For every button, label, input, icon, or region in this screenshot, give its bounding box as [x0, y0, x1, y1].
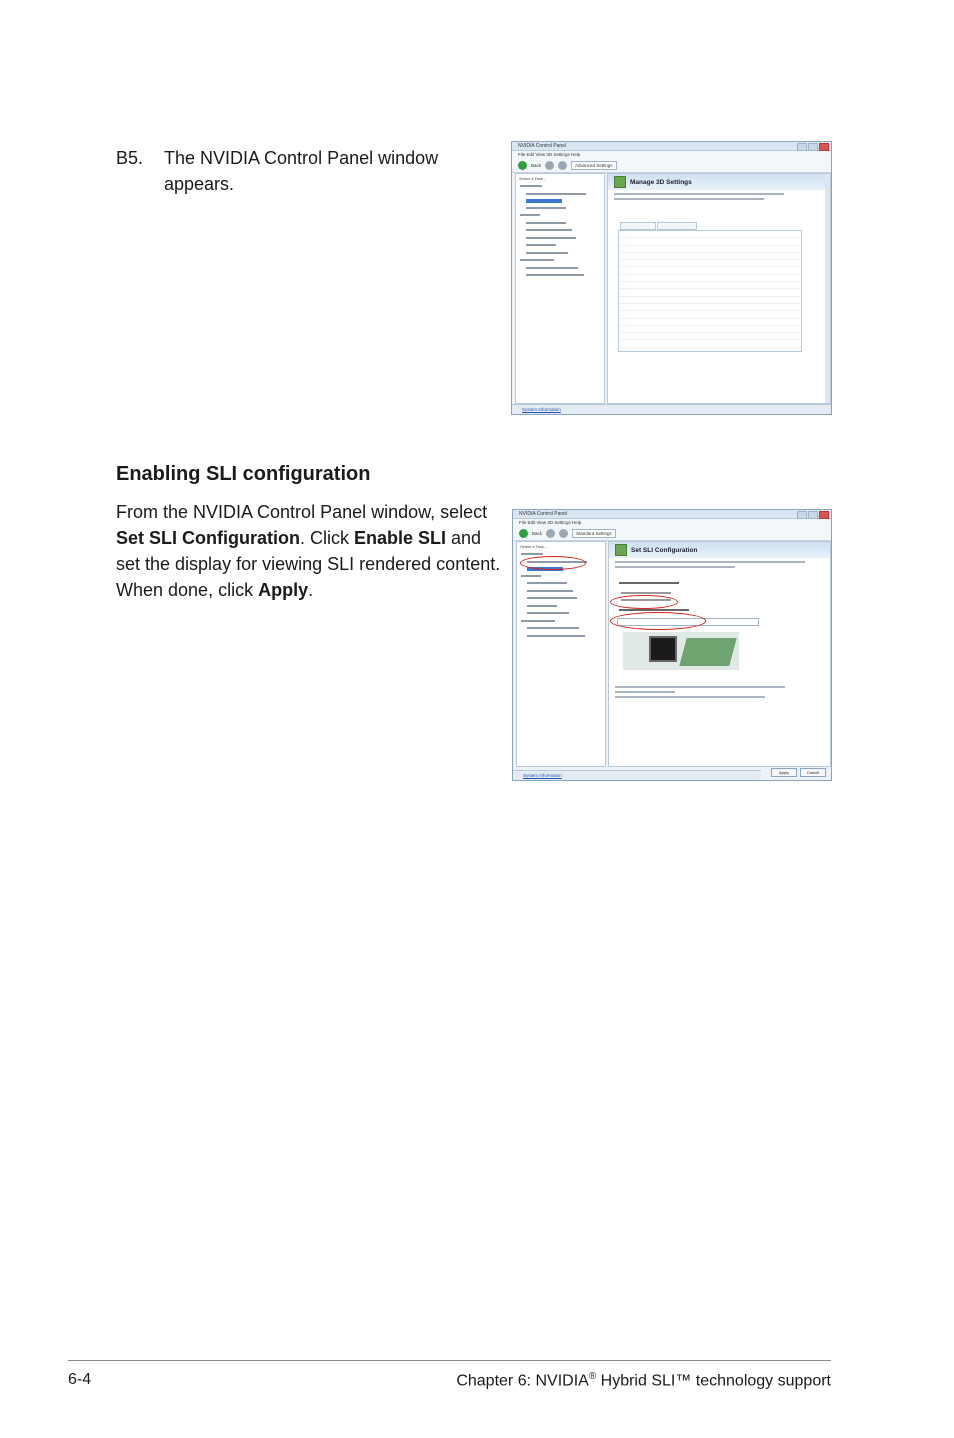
page-header	[609, 542, 830, 558]
para-text: . Click	[300, 528, 354, 548]
sli-illustration	[623, 632, 739, 670]
forward-icon	[545, 161, 554, 170]
settings-tabs	[620, 222, 697, 230]
minimize-icon	[797, 511, 807, 519]
menu-bar: File Edit View 3D Settings Help	[512, 151, 831, 158]
content-pane	[608, 541, 831, 767]
content-pane	[607, 173, 831, 404]
sli-settings-icon	[615, 544, 627, 556]
toolbar	[512, 158, 831, 173]
home-icon	[559, 529, 568, 538]
back-icon	[519, 529, 528, 538]
apply-button: Apply	[771, 768, 797, 777]
para-text: From the NVIDIA Control Panel window, select	[116, 502, 488, 522]
back-label: Back	[532, 530, 543, 536]
footer-rule	[68, 1360, 831, 1361]
chapter-title	[456, 1371, 831, 1390]
back-icon	[518, 161, 527, 170]
window-title: NVIDIA Control Panel	[512, 142, 831, 151]
highlight-enable-sli-circle	[610, 595, 678, 609]
chapter-text: Chapter 6: NVIDIA	[456, 1372, 589, 1390]
screenshot-set-sli-configuration	[512, 509, 832, 781]
monitor-icon	[649, 636, 677, 662]
section-paragraph	[116, 499, 501, 603]
close-icon	[819, 143, 829, 151]
step-number: B5.	[116, 148, 144, 168]
registered-mark: ®	[588, 1371, 597, 1382]
graphics-card-icon	[679, 638, 737, 666]
minimize-icon	[797, 143, 807, 151]
scrollbar	[825, 174, 830, 403]
task-pane-label: Select a Task...	[519, 176, 547, 181]
task-tree	[516, 185, 604, 280]
para-text: .	[308, 580, 314, 600]
para-bold-set-sli: Set SLI Configuration	[116, 528, 300, 548]
screenshot-manage-3d-settings	[511, 141, 832, 415]
step-text: The NVIDIA Control Panel window appears.	[164, 148, 439, 194]
para-bold-apply: Apply	[258, 580, 309, 600]
page-title: Manage 3D Settings	[630, 178, 692, 186]
system-information-link: System Information	[513, 770, 761, 780]
para-text: and set the display for viewing SLI rendered content. When done, click	[116, 528, 501, 600]
step2-label	[619, 609, 689, 611]
view-combo: Standard Settings	[572, 529, 616, 538]
chapter-text: Hybrid SLI™ technology support	[596, 1372, 831, 1390]
maximize-icon	[808, 143, 818, 151]
close-icon	[819, 511, 829, 519]
section-heading: Enabling SLI configuration	[116, 463, 371, 485]
forward-icon	[546, 529, 555, 538]
view-combo: Advanced Settings	[571, 161, 617, 170]
highlight-display-circle	[610, 612, 706, 630]
description-text	[609, 561, 830, 568]
highlight-task-circle	[520, 556, 586, 570]
window-title: NVIDIA Control Panel	[513, 510, 831, 519]
para-bold-enable-sli: Enable SLI	[354, 528, 447, 548]
task-pane-label: Select a Task...	[520, 544, 548, 549]
disable-sli-option	[621, 592, 671, 594]
home-icon	[558, 161, 567, 170]
task-pane	[516, 541, 606, 767]
system-information-link: System Information	[512, 404, 831, 414]
description-text	[608, 193, 830, 200]
task-pane	[515, 173, 605, 404]
window-controls	[797, 143, 829, 151]
usage-text	[609, 686, 830, 698]
menu-bar: File Edit View 3D Settings Help	[513, 519, 831, 526]
page-number: 6-4	[68, 1371, 92, 1388]
page-title: Set SLI Configuration	[631, 546, 698, 554]
3d-settings-icon	[614, 176, 626, 188]
window-controls	[797, 511, 829, 519]
cancel-button: Cancel	[800, 768, 826, 777]
page-header	[608, 174, 830, 190]
back-label: Back	[531, 162, 542, 168]
toolbar	[513, 526, 831, 541]
maximize-icon	[808, 511, 818, 519]
step1-label	[619, 582, 679, 584]
settings-table	[618, 230, 802, 352]
